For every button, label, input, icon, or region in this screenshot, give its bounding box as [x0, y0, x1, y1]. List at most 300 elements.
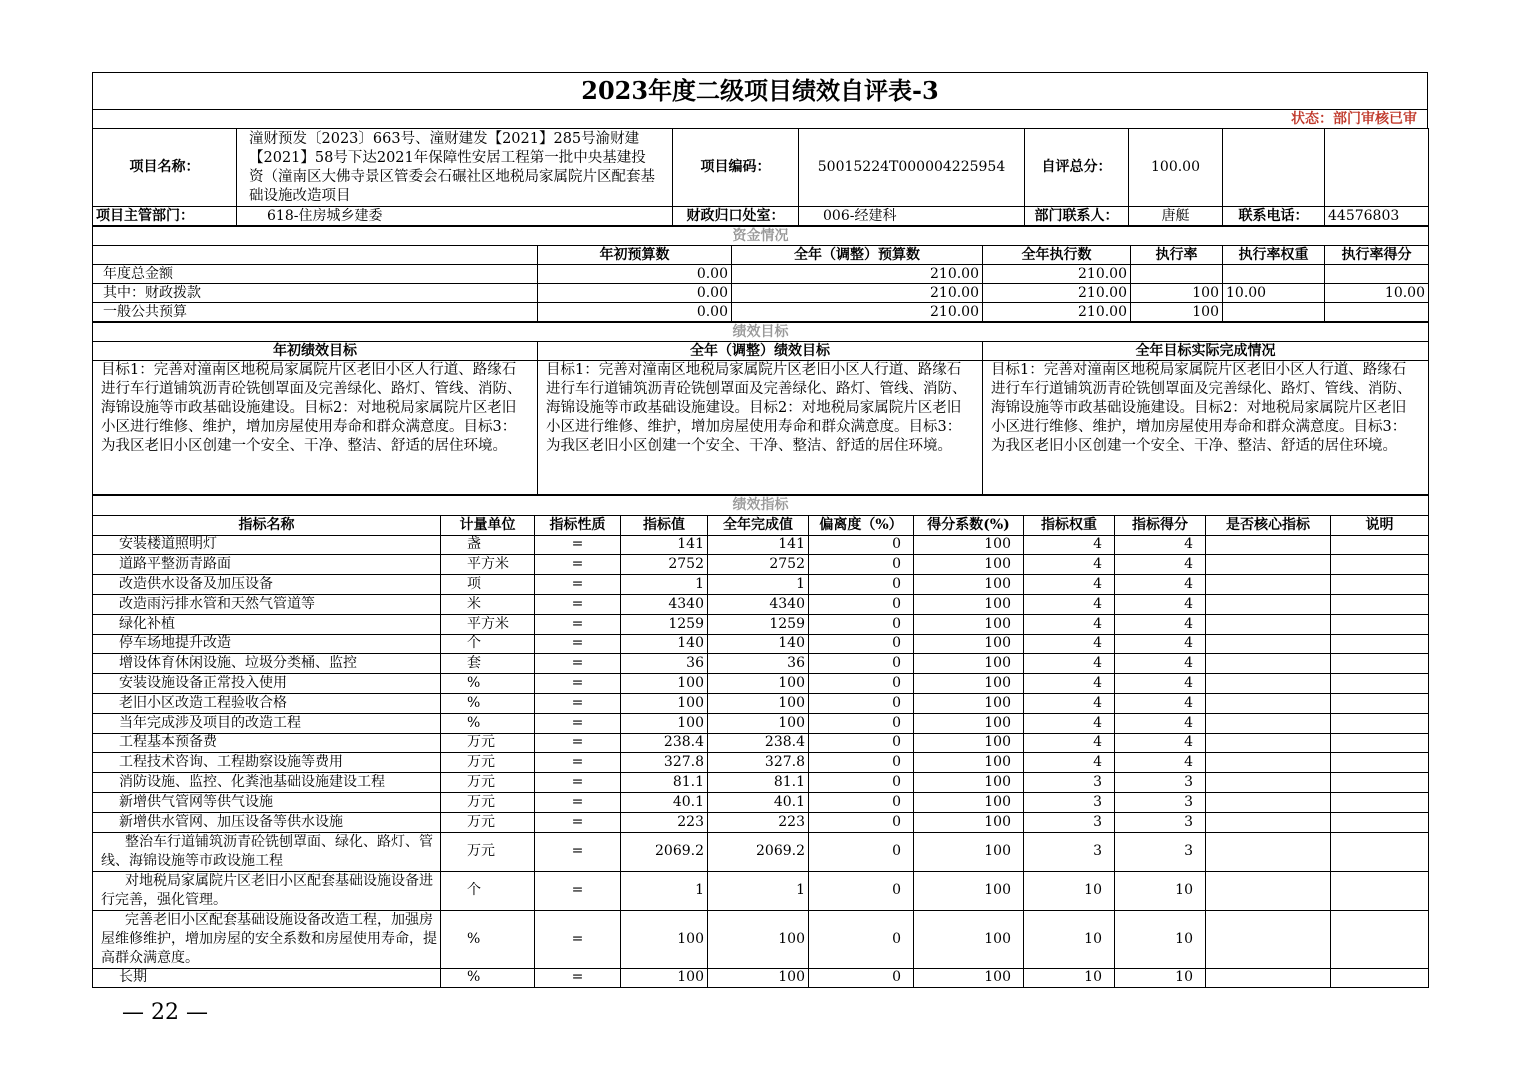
funds-label: 年度总金额	[93, 265, 538, 284]
indicator-name: 工程基本预备费	[93, 733, 441, 753]
indicator-core	[1206, 832, 1331, 871]
indicator-coefficient: 100	[914, 812, 1024, 832]
indicator-name: 当年完成涉及项目的改造工程	[93, 713, 441, 733]
indicator-coefficient: 100	[914, 753, 1024, 773]
indicator-row	[93, 614, 1429, 634]
indicator-note	[1331, 832, 1429, 871]
indicator-score: 4	[1115, 693, 1206, 713]
funds-header: 执行率	[1131, 246, 1223, 265]
indicator-score: 3	[1115, 832, 1206, 871]
funds-score: 10.00	[1325, 284, 1429, 303]
indicator-nature: =	[535, 575, 621, 595]
indicator-unit: 米	[441, 594, 535, 614]
indicator-value: 1	[621, 871, 708, 910]
indicator-note	[1331, 555, 1429, 575]
indicator-score: 4	[1115, 654, 1206, 674]
indicator-done: 81.1	[708, 773, 809, 793]
goals-header: 全年（调整）绩效目标	[538, 342, 983, 361]
indicator-score: 4	[1115, 555, 1206, 575]
indicator-row	[93, 812, 1429, 832]
indicator-unit: 个	[441, 634, 535, 654]
indicator-name: 对地税局家属院片区老旧小区配套基础设施设备进行完善，强化管理。	[93, 871, 441, 910]
indicator-coefficient: 100	[914, 614, 1024, 634]
indicator-deviation: 0	[809, 693, 914, 713]
indicator-name: 工程技术咨询、工程勘察设施等费用	[93, 753, 441, 773]
indicator-done: 1	[708, 871, 809, 910]
indicator-deviation: 0	[809, 773, 914, 793]
indicator-coefficient: 100	[914, 555, 1024, 575]
funds-row	[93, 265, 1429, 284]
funds-row	[93, 284, 1429, 303]
finance-office: 006-经建科	[799, 207, 1025, 226]
indicator-row	[93, 968, 1429, 988]
indicator-note	[1331, 968, 1429, 988]
indicator-unit: 万元	[441, 733, 535, 753]
goals-header: 年初绩效目标	[93, 342, 538, 361]
funds-weight: 10.00	[1223, 284, 1325, 303]
indicator-name: 增设体育休闲设施、垃圾分类桶、监控	[93, 654, 441, 674]
indicator-unit: %	[441, 713, 535, 733]
indicator-done: 100	[708, 910, 809, 968]
indicator-done: 1	[708, 575, 809, 595]
project-name-label: 项目名称：	[93, 129, 237, 207]
indicator-value: 100	[621, 693, 708, 713]
indicator-core	[1206, 871, 1331, 910]
indicator-deviation: 0	[809, 910, 914, 968]
funds-header: 年初预算数	[538, 246, 732, 265]
goals-table	[92, 322, 1429, 495]
indicator-name: 消防设施、监控、化粪池基础设施建设工程	[93, 773, 441, 793]
indicator-core	[1206, 792, 1331, 812]
indicator-done: 100	[708, 713, 809, 733]
empty-cell	[1223, 129, 1325, 207]
funds-executed: 210.00	[983, 265, 1131, 284]
indicator-coefficient: 100	[914, 654, 1024, 674]
indicator-header: 指标值	[621, 515, 708, 535]
funds-rate: 100	[1131, 284, 1223, 303]
funds-label: 其中：财政拨款	[93, 284, 538, 303]
indicator-score: 4	[1115, 594, 1206, 614]
indicator-score: 3	[1115, 773, 1206, 793]
indicator-value: 36	[621, 654, 708, 674]
indicator-row	[93, 575, 1429, 595]
goal-text-adjusted: 目标1：完善对潼南区地税局家属院片区老旧小区人行道、路缘石进行车行道铺筑沥青砼铣刨罩面及完善绿化、路灯、管线、消防、海锦设施等市政基础设施建设。目标2：对地税局家属院片区老旧小区进行维修、维护，增加房屋使用寿命和群众满意度。目标3：为我区老旧小区创建一个安全、干净、整洁、舒适的居住环境。	[538, 361, 983, 495]
indicator-weight: 4	[1024, 594, 1115, 614]
indicator-deviation: 0	[809, 832, 914, 871]
funds-header: 全年（调整）预算数	[732, 246, 983, 265]
indicator-deviation: 0	[809, 614, 914, 634]
indicator-value: 140	[621, 634, 708, 654]
indicator-row	[93, 693, 1429, 713]
indicator-weight: 4	[1024, 693, 1115, 713]
indicator-core	[1206, 614, 1331, 634]
indicator-nature: =	[535, 733, 621, 753]
funds-weight	[1223, 265, 1325, 284]
indicator-note	[1331, 792, 1429, 812]
indicator-done: 2752	[708, 555, 809, 575]
funds-rate: 100	[1131, 303, 1223, 322]
indicator-core	[1206, 910, 1331, 968]
funds-row	[93, 303, 1429, 322]
indicator-deviation: 0	[809, 555, 914, 575]
self-score: 100.00	[1129, 129, 1223, 207]
indicator-nature: =	[535, 753, 621, 773]
indicator-core	[1206, 753, 1331, 773]
indicator-core	[1206, 575, 1331, 595]
indicator-core	[1206, 535, 1331, 555]
indicator-core	[1206, 968, 1331, 988]
indicator-deviation: 0	[809, 792, 914, 812]
indicator-nature: =	[535, 713, 621, 733]
indicator-value: 100	[621, 910, 708, 968]
indicator-deviation: 0	[809, 535, 914, 555]
indicator-row	[93, 792, 1429, 812]
indicator-weight: 10	[1024, 968, 1115, 988]
indicator-row	[93, 674, 1429, 694]
funds-executed: 210.00	[983, 303, 1131, 322]
funds-weight	[1223, 303, 1325, 322]
indicator-nature: =	[535, 812, 621, 832]
indicator-unit: 平方米	[441, 614, 535, 634]
indicator-header: 全年完成值	[708, 515, 809, 535]
funds-header: 执行率权重	[1223, 246, 1325, 265]
indicator-deviation: 0	[809, 634, 914, 654]
indicator-coefficient: 100	[914, 575, 1024, 595]
indicator-header: 指标得分	[1115, 515, 1206, 535]
indicator-value: 100	[621, 968, 708, 988]
funds-rate	[1131, 265, 1223, 284]
indicator-unit: %	[441, 674, 535, 694]
indicator-nature: =	[535, 555, 621, 575]
indicator-unit: %	[441, 968, 535, 988]
indicator-row	[93, 713, 1429, 733]
funds-table	[92, 226, 1429, 322]
indicator-nature: =	[535, 910, 621, 968]
indicator-weight: 4	[1024, 753, 1115, 773]
indicator-coefficient: 100	[914, 634, 1024, 654]
indicator-note	[1331, 674, 1429, 694]
indicator-deviation: 0	[809, 674, 914, 694]
indicator-core	[1206, 674, 1331, 694]
indicator-name: 新增供气管网等供气设施	[93, 792, 441, 812]
goal-text-initial: 目标1：完善对潼南区地税局家属院片区老旧小区人行道、路缘石进行车行道铺筑沥青砼铣刨罩面及完善绿化、路灯、管线、消防、海锦设施等市政基础设施建设。目标2：对地税局家属院片区老旧小区进行维修、维护，增加房屋使用寿命和群众满意度。目标3：为我区老旧小区创建一个安全、干净、整洁、舒适的居住环境。	[93, 361, 538, 495]
indicator-note	[1331, 910, 1429, 968]
indicator-weight: 4	[1024, 713, 1115, 733]
indicator-nature: =	[535, 614, 621, 634]
indicator-coefficient: 100	[914, 871, 1024, 910]
indicator-done: 223	[708, 812, 809, 832]
indicator-row	[93, 535, 1429, 555]
indicator-weight: 3	[1024, 812, 1115, 832]
indicator-done: 100	[708, 693, 809, 713]
indicator-deviation: 0	[809, 871, 914, 910]
indicator-nature: =	[535, 594, 621, 614]
indicator-header: 指标权重	[1024, 515, 1115, 535]
funds-label: 一般公共预算	[93, 303, 538, 322]
indicator-score: 3	[1115, 792, 1206, 812]
indicator-weight: 4	[1024, 674, 1115, 694]
indicator-coefficient: 100	[914, 968, 1024, 988]
indicator-deviation: 0	[809, 968, 914, 988]
indicator-row	[93, 654, 1429, 674]
indicator-name: 新增供水管网、加压设备等供水设施	[93, 812, 441, 832]
indicator-unit: %	[441, 693, 535, 713]
project-code: 50015224T000004225954	[799, 129, 1025, 207]
indicator-weight: 4	[1024, 634, 1115, 654]
indicator-weight: 3	[1024, 792, 1115, 812]
indicator-deviation: 0	[809, 594, 914, 614]
indicator-score: 4	[1115, 753, 1206, 773]
indicator-name: 完善老旧小区配套基础设施设备改造工程，加强房屋维修维护，增加房屋的安全系数和房屋使用寿命，提高群众满意度。	[93, 910, 441, 968]
indicator-weight: 4	[1024, 733, 1115, 753]
phone-label: 联系电话：	[1223, 207, 1325, 226]
indicator-weight: 4	[1024, 575, 1115, 595]
indicator-score: 10	[1115, 968, 1206, 988]
indicator-note	[1331, 871, 1429, 910]
indicator-deviation: 0	[809, 713, 914, 733]
indicator-name: 安装设施设备正常投入使用	[93, 674, 441, 694]
indicator-coefficient: 100	[914, 594, 1024, 614]
indicator-weight: 4	[1024, 614, 1115, 634]
indicator-score: 4	[1115, 634, 1206, 654]
indicator-weight: 10	[1024, 910, 1115, 968]
indicator-weight: 3	[1024, 773, 1115, 793]
funds-header: 全年执行数	[983, 246, 1131, 265]
indicator-core	[1206, 693, 1331, 713]
indicator-coefficient: 100	[914, 910, 1024, 968]
goals-header: 全年目标实际完成情况	[983, 342, 1429, 361]
indicator-score: 4	[1115, 713, 1206, 733]
indicator-coefficient: 100	[914, 792, 1024, 812]
indicator-weight: 4	[1024, 654, 1115, 674]
indicator-value: 223	[621, 812, 708, 832]
indicator-value: 1	[621, 575, 708, 595]
indicator-unit: 项	[441, 575, 535, 595]
sheet-title: 2023年度二级项目绩效自评表-3	[92, 72, 1428, 109]
indicator-value: 4340	[621, 594, 708, 614]
indicator-row	[93, 594, 1429, 614]
indicator-done: 4340	[708, 594, 809, 614]
project-code-label: 项目编码：	[673, 129, 799, 207]
project-name: 潼财预发〔2023〕663号、潼财建发【2021】285号渝财建【2021】58号下达2021年保障性安居工程第一批中央基建投资（潼南区大佛寺景区管委会石碾社区地税局家属院片区配套基础设施改造项目	[237, 129, 673, 207]
indicator-row	[93, 773, 1429, 793]
indicator-core	[1206, 654, 1331, 674]
finance-label: 财政归口处室：	[673, 207, 799, 226]
indicator-nature: =	[535, 674, 621, 694]
indicator-row	[93, 832, 1429, 871]
dept: 618-住房城乡建委	[237, 207, 673, 226]
indicator-nature: =	[535, 871, 621, 910]
indicator-row	[93, 753, 1429, 773]
indicator-name: 安装楼道照明灯	[93, 535, 441, 555]
indicator-row	[93, 733, 1429, 753]
empty-cell	[1325, 129, 1429, 207]
funds-executed: 210.00	[983, 284, 1131, 303]
indicator-core	[1206, 713, 1331, 733]
indicator-coefficient: 100	[914, 832, 1024, 871]
indicator-value: 2752	[621, 555, 708, 575]
indicator-value: 2069.2	[621, 832, 708, 871]
indicator-weight: 3	[1024, 832, 1115, 871]
indicator-header: 说明	[1331, 515, 1429, 535]
status-badge: 状态：部门审核已审	[92, 109, 1428, 128]
indicator-coefficient: 100	[914, 713, 1024, 733]
indicator-unit: 个	[441, 871, 535, 910]
indicator-nature: =	[535, 792, 621, 812]
indicator-score: 4	[1115, 535, 1206, 555]
indicator-row	[93, 910, 1429, 968]
indicator-nature: =	[535, 634, 621, 654]
indicator-name: 整治车行道铺筑沥青砼铣刨罩面、绿化、路灯、管线、海锦设施等市政设施工程	[93, 832, 441, 871]
indicator-coefficient: 100	[914, 674, 1024, 694]
contact-label: 部门联系人：	[1025, 207, 1129, 226]
indicator-unit: 盏	[441, 535, 535, 555]
indicator-coefficient: 100	[914, 773, 1024, 793]
indicator-score: 3	[1115, 812, 1206, 832]
indicator-value: 40.1	[621, 792, 708, 812]
indicator-done: 100	[708, 674, 809, 694]
funds-adjusted: 210.00	[732, 303, 983, 322]
indicator-note	[1331, 575, 1429, 595]
funds-initial: 0.00	[538, 265, 732, 284]
contact: 唐艇	[1129, 207, 1223, 226]
indicator-deviation: 0	[809, 575, 914, 595]
indicator-unit: 万元	[441, 832, 535, 871]
indicator-header: 偏离度（%）	[809, 515, 914, 535]
indicator-score: 10	[1115, 871, 1206, 910]
funds-score	[1325, 265, 1429, 284]
indicator-note	[1331, 654, 1429, 674]
indicator-nature: =	[535, 654, 621, 674]
indicator-unit: 万元	[441, 792, 535, 812]
indicator-value: 141	[621, 535, 708, 555]
indicator-done: 1259	[708, 614, 809, 634]
funds-adjusted: 210.00	[732, 265, 983, 284]
indicator-weight: 4	[1024, 535, 1115, 555]
indicator-coefficient: 100	[914, 535, 1024, 555]
indicator-core	[1206, 733, 1331, 753]
indicator-score: 4	[1115, 674, 1206, 694]
indicator-unit: 套	[441, 654, 535, 674]
indicator-note	[1331, 634, 1429, 654]
indicator-unit: %	[441, 910, 535, 968]
goals-section-title: 绩效目标	[93, 323, 1429, 342]
indicator-note	[1331, 713, 1429, 733]
info-table	[92, 128, 1429, 226]
indicator-name: 长期	[93, 968, 441, 988]
indicator-note	[1331, 693, 1429, 713]
indicator-note	[1331, 733, 1429, 753]
indicator-unit: 平方米	[441, 555, 535, 575]
indicator-done: 40.1	[708, 792, 809, 812]
evaluation-sheet	[92, 72, 1428, 988]
indicator-value: 1259	[621, 614, 708, 634]
indicator-value: 100	[621, 674, 708, 694]
indicator-done: 2069.2	[708, 832, 809, 871]
indicator-score: 4	[1115, 575, 1206, 595]
indicator-core	[1206, 812, 1331, 832]
indicator-header: 是否核心指标	[1206, 515, 1331, 535]
funds-header: 执行率得分	[1325, 246, 1429, 265]
indicator-unit: 万元	[441, 753, 535, 773]
score-label: 自评总分：	[1025, 129, 1129, 207]
dept-label: 项目主管部门：	[93, 207, 237, 226]
indicator-deviation: 0	[809, 733, 914, 753]
indicator-deviation: 0	[809, 654, 914, 674]
funds-section-title: 资金情况	[93, 227, 1429, 246]
indicator-weight: 4	[1024, 555, 1115, 575]
indicator-score: 4	[1115, 614, 1206, 634]
indicator-name: 绿化补植	[93, 614, 441, 634]
indicator-header: 指标名称	[93, 515, 441, 535]
indicator-nature: =	[535, 535, 621, 555]
indicator-name: 道路平整沥青路面	[93, 555, 441, 575]
indicator-name: 老旧小区改造工程验收合格	[93, 693, 441, 713]
indicator-name: 改造雨污排水管和天然气管道等	[93, 594, 441, 614]
indicator-name: 停车场地提升改造	[93, 634, 441, 654]
indicator-core	[1206, 634, 1331, 654]
indicator-header: 计量单位	[441, 515, 535, 535]
indicator-coefficient: 100	[914, 693, 1024, 713]
funds-initial: 0.00	[538, 284, 732, 303]
phone: 44576803	[1325, 207, 1429, 226]
indicators-section-title: 绩效指标	[93, 496, 1429, 516]
indicator-note	[1331, 594, 1429, 614]
indicator-deviation: 0	[809, 753, 914, 773]
indicator-row	[93, 555, 1429, 575]
indicator-row	[93, 871, 1429, 910]
indicator-core	[1206, 594, 1331, 614]
indicator-done: 140	[708, 634, 809, 654]
indicator-nature: =	[535, 773, 621, 793]
page-number: — 22 —	[122, 1000, 208, 1025]
indicator-unit: 万元	[441, 812, 535, 832]
indicator-core	[1206, 773, 1331, 793]
goal-text-actual: 目标1：完善对潼南区地税局家属院片区老旧小区人行道、路缘石进行车行道铺筑沥青砼铣刨罩面及完善绿化、路灯、管线、消防、海锦设施等市政基础设施建设。目标2：对地税局家属院片区老旧小区进行维修、维护，增加房屋使用寿命和群众满意度。目标3：为我区老旧小区创建一个安全、干净、整洁、舒适的居住环境。	[983, 361, 1429, 495]
funds-score	[1325, 303, 1429, 322]
indicator-value: 81.1	[621, 773, 708, 793]
indicator-weight: 10	[1024, 871, 1115, 910]
indicator-note	[1331, 614, 1429, 634]
indicator-score: 4	[1115, 733, 1206, 753]
indicator-done: 36	[708, 654, 809, 674]
indicators-table	[92, 495, 1429, 988]
indicator-unit: 万元	[441, 773, 535, 793]
indicator-done: 141	[708, 535, 809, 555]
indicator-value: 238.4	[621, 733, 708, 753]
empty-cell	[93, 246, 538, 265]
indicator-score: 10	[1115, 910, 1206, 968]
indicator-note	[1331, 753, 1429, 773]
indicator-nature: =	[535, 693, 621, 713]
indicator-header: 得分系数(%)	[914, 515, 1024, 535]
indicator-done: 100	[708, 968, 809, 988]
indicator-note	[1331, 773, 1429, 793]
funds-adjusted: 210.00	[732, 284, 983, 303]
indicator-name: 改造供水设备及加压设备	[93, 575, 441, 595]
indicator-core	[1206, 555, 1331, 575]
indicator-nature: =	[535, 832, 621, 871]
indicator-done: 327.8	[708, 753, 809, 773]
indicator-header: 指标性质	[535, 515, 621, 535]
indicator-value: 327.8	[621, 753, 708, 773]
indicator-value: 100	[621, 713, 708, 733]
indicator-done: 238.4	[708, 733, 809, 753]
indicator-note	[1331, 812, 1429, 832]
indicator-row	[93, 634, 1429, 654]
funds-initial: 0.00	[538, 303, 732, 322]
indicator-coefficient: 100	[914, 733, 1024, 753]
